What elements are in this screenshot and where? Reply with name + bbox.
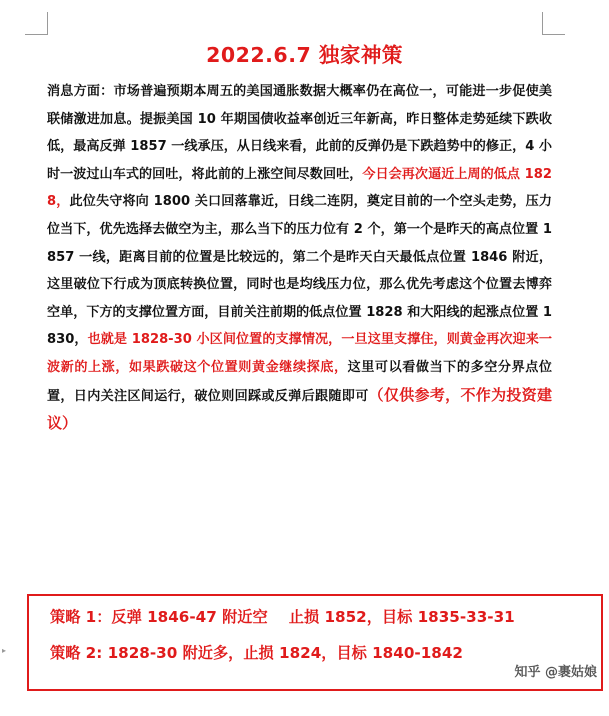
watermark [514, 661, 597, 680]
paragraph-segment-3: 此位失守将向 1800 关口回落靠近，日线二连阴，奠定目前的一个空头走势，压力位当下，优先选择去做空为主，那么当下的压力位有 2 个，第一个是昨天的高点位置 1857 一线，距离目前的位置是比较远的，第二个是昨天白天最低点位置 1846 附近，这里破位下行成为顶底转换位置，同时也是均线压力位，那么优先考虑这个位置去博弈空单，下方的支撑位置方面，目前关注前期的低点位置 1828 和大阳线的起涨点位置 1830， [47, 194, 552, 348]
paragraph-segment-4-highlight: 也就是 1828-30 小区间位置的支撑情况，一旦这里支撑住，则黄金再次迎来一波新的上涨，如果跌破这个位置则黄金继续探底， [47, 332, 552, 375]
paragraph-segment-1: 消息方面：市场普遍预期本周五的美国通胀数据大概率仍在高位一，可能进一步促使美联储激进加息。提振美国 10 年期国债收益率创近三年新高，昨日整体走势延续下跌收低，最高反弹 1857 一线承压，从日线来看，此前的反弹仍是下跌趋势中的修正，4 小时一波过山车式的回吐，将此前的上涨空间尽数回吐， [47, 84, 552, 182]
disclaimer-text: （仅供参考，不作为投资建议） [47, 385, 552, 433]
margin-marker-icon: ▸ [2, 646, 7, 655]
page-corner-mark-top-left [25, 12, 48, 35]
watermark-text: 知乎 @裹姑娘 [514, 665, 597, 680]
analysis-paragraph [47, 78, 552, 439]
page-corner-mark-top-right [542, 12, 565, 35]
document-title: 2022.6.7 独家神策 [206, 43, 403, 67]
paragraph-segment-5: 这里可以看做当下的多空分界点位置，日内关注区间运行，破位则回踩或反弹后跟随即可 [47, 359, 552, 404]
strategy-2: 策略 2: 1828-30 附近多，止损 1824，目标 1840-1842 [50, 644, 463, 662]
paragraph-segment-2-highlight: 今日会再次逼近上周的低点 1828， [47, 166, 552, 210]
strategy-1: 策略 1：反弹 1846-47 附近空 止损 1852，目标 1835-33-31 [50, 608, 515, 626]
